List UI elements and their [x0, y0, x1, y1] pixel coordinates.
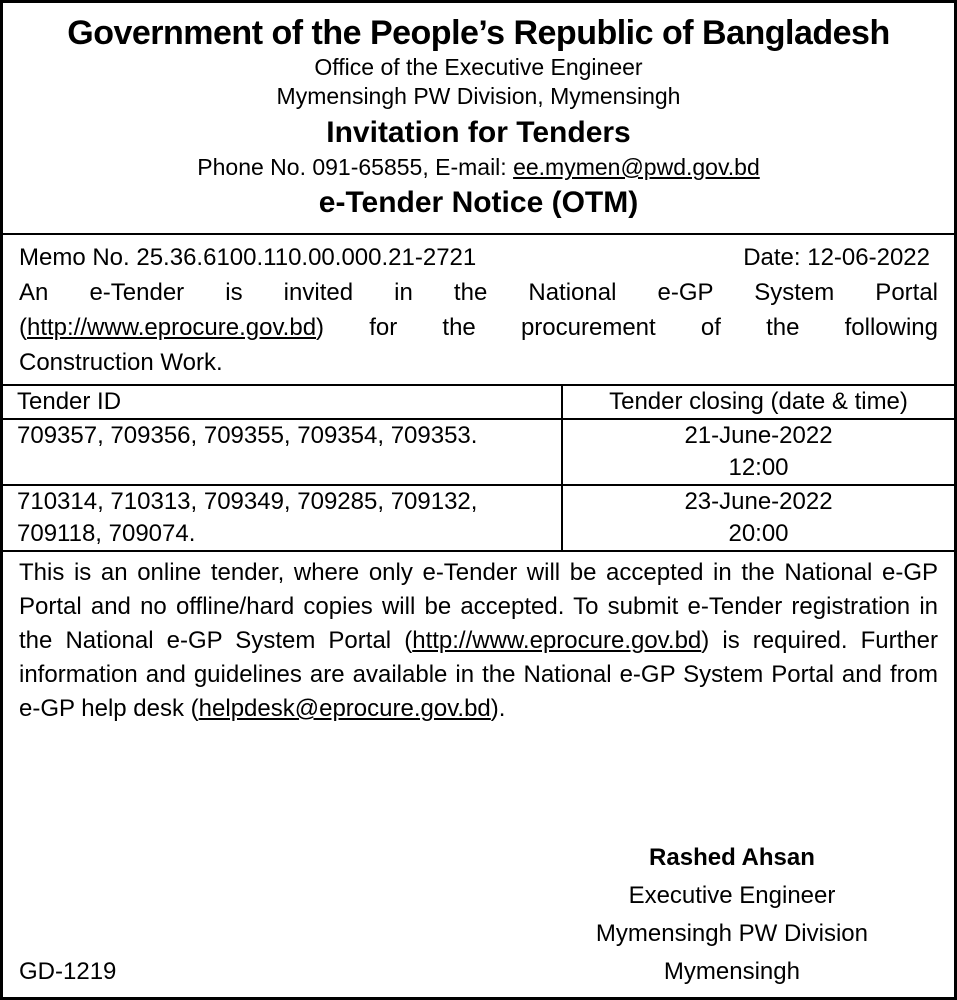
instructions-end: . [498, 695, 506, 722]
gd-code: GD-1219 [19, 958, 117, 985]
closing-date: 21-June-2022 [684, 422, 833, 449]
memo-row [3, 235, 954, 275]
intro-paragraph [3, 275, 954, 380]
memo-date: Date: 12-06-2022 [743, 244, 930, 271]
header-closing: Tender closing (date & time) [562, 385, 954, 419]
signatory-name: Rashed Ahsan [649, 844, 815, 871]
table-header-row [3, 385, 954, 419]
tender-ids: 709357, 709356, 709355, 709354, 709353. [3, 419, 562, 485]
table-row [3, 419, 954, 485]
closing-cell [562, 419, 954, 485]
office-name: Office of the Executive Engineer [314, 54, 643, 80]
division-name: Mymensingh PW Division, Mymensingh [276, 83, 681, 109]
invitation-heading: Invitation for Tenders [326, 116, 631, 149]
closing-cell [562, 485, 954, 551]
instructions-text-2: is required. Further information and guidelines are available in the National e-GP System Portal and from e-GP help desk [19, 627, 938, 722]
closing-time: 12:00 [728, 454, 789, 481]
eprocure-link[interactable]: http://www.eprocure.gov.bd [27, 314, 317, 341]
signatory-title: Executive Engineer [628, 882, 836, 909]
tender-table [3, 384, 954, 552]
email-link[interactable]: ee.mymen@pwd.gov.bd [513, 154, 760, 180]
closing-time: 20:00 [728, 520, 789, 547]
instructions-text-1: This is an online tender, where only e-Tender will be accepted in the National e-GP Portal and no offline/hard copies will be accepted. To submit e-Tender registration in the National e-GP System Portal [19, 559, 938, 654]
table-row [3, 485, 954, 551]
closing-date: 23-June-2022 [684, 488, 833, 515]
signatory-location: Mymensingh [663, 958, 800, 985]
signature-block [596, 839, 868, 991]
helpdesk-email-link[interactable]: helpdesk@eprocure.gov.bd [198, 695, 491, 722]
contact-line [3, 153, 954, 181]
eprocure-link-2[interactable]: http://www.eprocure.gov.bd [412, 627, 702, 654]
signatory-division: Mymensingh PW Division [595, 920, 868, 947]
phone-text: Phone No. 091-65855, E-mail: [197, 154, 514, 180]
intro-line-1: An e-Tender is invited in the National e-GP System Portal [19, 279, 938, 306]
memo-number: Memo No. 25.36.6100.110.00.000.21-2721 [19, 244, 477, 271]
instructions-paragraph: This is an online tender, where only e-Tender will be accepted in the National e-GP Portal and no offline/hard copies will be accepted. To submit e-Tender registration in the National e-GP System Portal (http://www.eprocure.gov.bd) is required. Further information and guidelines are available in the National e-GP System Portal and from e-GP help desk (helpdesk@eprocure.gov.bd). [19, 559, 938, 722]
intro-line-3: Construction Work. [19, 349, 223, 376]
tender-ids: 710314, 710313, 709349, 709285, 709132, 709118, 709074. [3, 485, 562, 551]
header-tender-id: Tender ID [3, 385, 562, 419]
intro-line-2-rest: for the procurement of the following [324, 314, 938, 341]
notice-title: e-Tender Notice (OTM) [318, 186, 639, 219]
government-title: Government of the People’s Republic of Bangladesh [67, 14, 890, 52]
intro-line-2: (http://www.eprocure.gov.bd) for the procurement of the following [19, 314, 938, 341]
